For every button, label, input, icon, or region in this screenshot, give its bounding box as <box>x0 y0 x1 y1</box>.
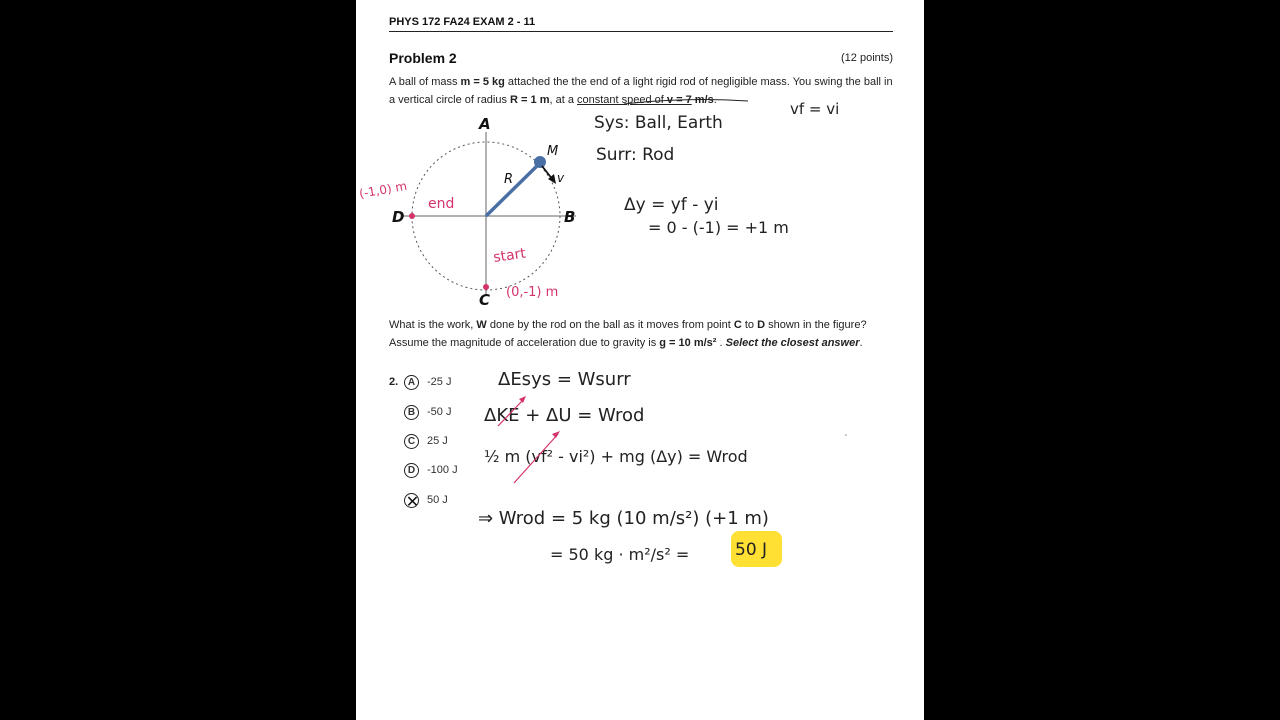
choice-a[interactable] <box>404 373 451 391</box>
question-number: 2. <box>389 376 399 388</box>
hw-vf-vi: vf = vi <box>790 100 840 118</box>
hw-answer: 50 J <box>735 540 768 560</box>
label-d: D <box>392 208 405 226</box>
hw-end-coord: (-1,0) m <box>358 178 409 201</box>
marked-x-icon: ✕ <box>405 493 420 511</box>
choice-b-value: -50 J <box>427 406 452 418</box>
hw-strike-ke-head <box>519 396 526 403</box>
hw-eq4: ⇒ Wrod = 5 kg (10 m/s²) (+1 m) <box>478 508 769 529</box>
problem-statement: A ball of mass m = 5 kg attached the the end of a light rigid rod of negligible mass. You swing the ball in a vertical circle of radius R = 1 m, at a constant speed of v = 7 m/s. <box>389 76 893 106</box>
hw-speed-underline <box>624 100 748 104</box>
hw-start: start <box>492 245 527 266</box>
choice-d-value: -100 J <box>427 464 458 476</box>
choice-e-bubble[interactable] <box>404 493 420 511</box>
choice-e[interactable] <box>404 491 448 509</box>
hw-surr: Surr: Rod <box>596 145 675 165</box>
problem-title: Problem 2 <box>389 50 457 66</box>
stray-dot <box>845 434 847 436</box>
hw-dy2: = 0 - (-1) = +1 m <box>648 218 789 237</box>
label-c: C <box>479 291 491 309</box>
hw-sys: Sys: Ball, Earth <box>594 113 723 133</box>
hw-dy1: Δy = yf - yi <box>624 195 719 215</box>
point-c-dot <box>483 284 489 290</box>
choice-c-value: 25 J <box>427 435 448 447</box>
choice-b[interactable] <box>404 403 451 421</box>
choice-e-value: 50 J <box>427 494 448 506</box>
hw-strike-v-head <box>552 431 560 438</box>
choice-d-bubble[interactable]: D <box>404 463 419 478</box>
hw-start-coord: (0,-1) m <box>506 285 559 300</box>
ball-mass <box>534 156 546 168</box>
hw-end: end <box>428 196 455 212</box>
choice-d[interactable] <box>404 461 458 479</box>
rod <box>486 163 540 216</box>
choice-a-value: -25 J <box>427 376 452 388</box>
hw-eq2: ΔKE + ΔU = Wrod <box>484 405 645 426</box>
label-m: M <box>547 144 559 159</box>
problem-points: (12 points) <box>841 52 893 64</box>
choice-a-bubble[interactable]: A <box>404 375 419 390</box>
hw-eq3: ½ m (vf² - vi²) + mg (Δy) = Wrod <box>484 447 748 466</box>
label-a: A <box>479 115 491 133</box>
question-text: What is the work, W done by the rod on the ball as it moves from point C to D shown in the figure? Assume the magnitude of acceleration due to gravity is g = 10 m/s² . Select the closest answer. <box>389 319 867 349</box>
label-r: R <box>504 172 514 187</box>
choice-c[interactable] <box>404 432 448 450</box>
hw-eq1: ΔEsys = Wsurr <box>498 369 631 390</box>
circle-figure <box>356 0 924 720</box>
label-b: B <box>564 208 576 226</box>
exam-page <box>356 0 924 720</box>
label-v: v <box>557 171 565 185</box>
point-d-dot <box>409 213 415 219</box>
choice-b-bubble[interactable]: B <box>404 405 419 420</box>
hw-eq5: = 50 kg · m²/s² = <box>550 545 690 564</box>
choice-c-bubble[interactable]: C <box>404 434 419 449</box>
exam-header-title: PHYS 172 FA24 EXAM 2 - 11 <box>389 16 536 28</box>
